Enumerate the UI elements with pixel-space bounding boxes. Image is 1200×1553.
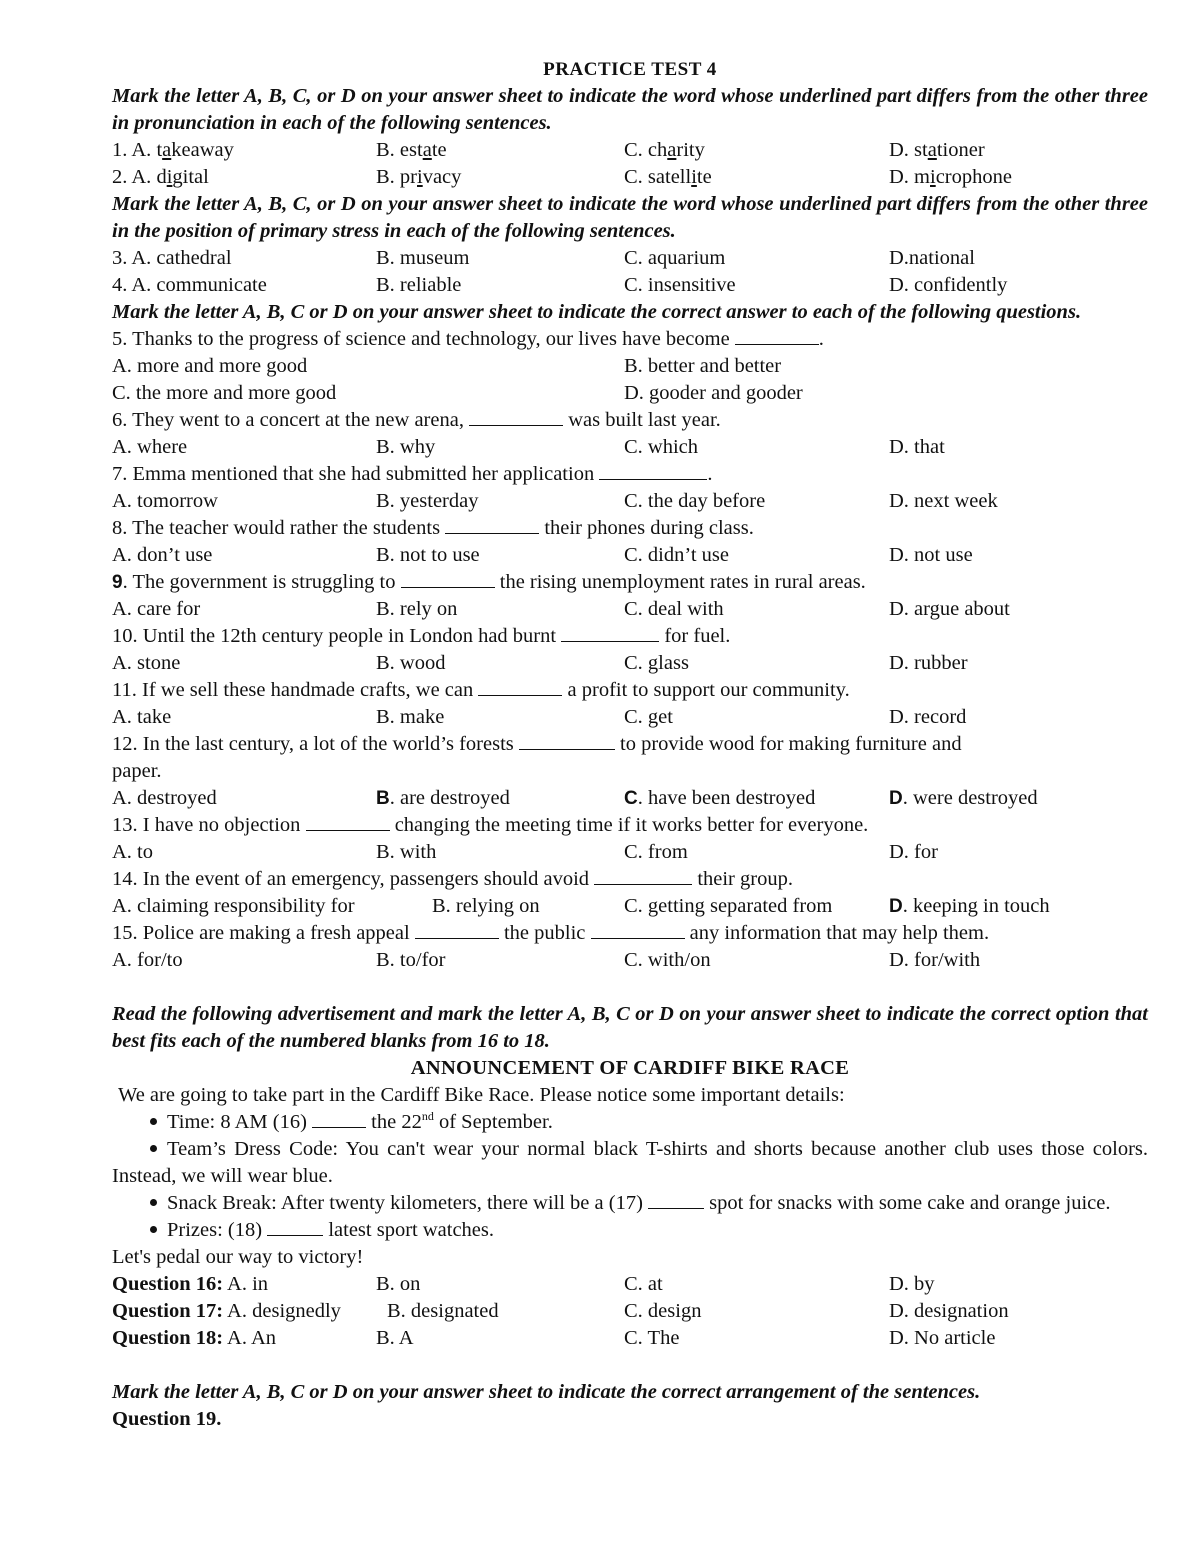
question-16	[112, 1271, 1148, 1298]
answer-blank	[648, 1190, 704, 1209]
question-9-options	[112, 596, 1148, 623]
question-5-stem: 5. Thanks to the progress of science and technology, our lives have become .	[112, 328, 824, 350]
bullet-icon	[150, 1199, 157, 1206]
q15-option-d: D. for/with	[889, 949, 981, 971]
answer-blank	[401, 569, 495, 588]
q8-option-a: A. don’t use	[112, 544, 213, 566]
q3-option-d: D.national	[889, 247, 975, 269]
answer-blank	[445, 515, 539, 534]
q6-option-a: A. where	[112, 436, 188, 458]
instruction-pronunciation: Mark the letter A, B, C, or D on your answer sheet to indicate the word whose underlined part differs from the other three in pronunciation in each of the following sentences.	[112, 85, 1148, 134]
q11-option-c: C. get	[624, 706, 673, 728]
bullet-snack-break: Snack Break: After twenty kilometers, there will be a (17) spot for snacks with some cake and orange juice.	[112, 1190, 1148, 1217]
q1-option-a: 1. A. takeaway	[112, 139, 234, 161]
q7-option-c: C. the day before	[624, 490, 766, 512]
question-11-options	[112, 704, 1148, 731]
q9-option-c: C. deal with	[624, 598, 724, 620]
question-12-stem-cont: paper.	[112, 760, 162, 782]
q14-option-d: D. keeping in touch	[889, 895, 1050, 917]
q11-option-d: D. record	[889, 706, 967, 728]
q6-option-c: C. which	[624, 436, 699, 458]
q8-option-b: B. not to use	[376, 544, 480, 566]
q12-option-d: D. were destroyed	[889, 787, 1038, 809]
q8-option-c: C. didn’t use	[624, 544, 729, 566]
announcement-title: ANNOUNCEMENT OF CARDIFF BIKE RACE	[410, 1057, 850, 1079]
q17-option-b: B. designated	[387, 1300, 499, 1322]
question-3	[112, 245, 1148, 272]
q2-option-b: B. privacy	[376, 166, 462, 188]
question-15-options	[112, 947, 1148, 974]
question-14-options	[112, 893, 1148, 920]
question-5-options-cd	[112, 380, 1148, 407]
answer-blank	[599, 461, 707, 480]
question-5-options-ab	[112, 353, 1148, 380]
q5-option-b: B. better and better	[624, 355, 782, 377]
question-12-stem: 12. In the last century, a lot of the world’s forests to provide wood for making furniture and	[112, 733, 962, 755]
question-19-heading: Question 19.	[112, 1408, 222, 1430]
spacer	[112, 974, 1148, 1001]
test-page	[112, 56, 1148, 1433]
q10-option-d: D. rubber	[889, 652, 968, 674]
question-1	[112, 137, 1148, 164]
answer-blank	[735, 326, 819, 345]
q10-option-b: B. wood	[376, 652, 446, 674]
q7-option-a: A. tomorrow	[112, 490, 218, 512]
question-6-stem: 6. They went to a concert at the new arena, was built last year.	[112, 409, 721, 431]
q18-option-a: Question 18: A. An	[112, 1327, 277, 1349]
q14-option-a: A. claiming responsibility for	[112, 895, 355, 917]
q12-option-b: B. are destroyed	[376, 787, 510, 809]
q9-option-a: A. care for	[112, 598, 201, 620]
answer-blank	[267, 1217, 323, 1236]
q5-option-a: A. more and more good	[112, 355, 308, 377]
instruction-grammar: Mark the letter A, B, C or D on your answer sheet to indicate the correct answer to each of the following questions.	[112, 301, 1082, 323]
q17-option-a: Question 17: A. designedly	[112, 1300, 341, 1322]
answer-blank	[415, 920, 499, 939]
instruction-advertisement: Read the following advertisement and mark the letter A, B, C or D on your answer sheet to indicate the correct option that best fits each of the numbered blanks from 16 to 18.	[112, 1003, 1148, 1052]
q6-option-b: B. why	[376, 436, 436, 458]
q16-option-a: Question 16: A. in	[112, 1273, 269, 1295]
q4-option-a: 4. A. communicate	[112, 274, 267, 296]
question-10-stem: 10. Until the 12th century people in London had burnt for fuel.	[112, 625, 731, 647]
question-8-options	[112, 542, 1148, 569]
q3-option-b: B. museum	[376, 247, 470, 269]
q4-option-b: B. reliable	[376, 274, 462, 296]
answer-blank	[561, 623, 659, 642]
question-17	[112, 1298, 1148, 1325]
q18-option-b: B. A	[376, 1327, 414, 1349]
bullet-prizes: Prizes: (18) latest sport watches.	[112, 1217, 1148, 1244]
bullet-icon	[150, 1145, 157, 1152]
q8-option-d: D. not use	[889, 544, 973, 566]
question-13-stem: 13. I have no objection changing the meeting time if it works better for everyone.	[112, 814, 869, 836]
q9-option-b: B. rely on	[376, 598, 458, 620]
q14-option-c: C. getting separated from	[624, 895, 833, 917]
q18-option-d: D. No article	[889, 1327, 996, 1349]
q15-option-b: B. to/for	[376, 949, 446, 971]
q17-option-d: D. designation	[889, 1300, 1009, 1322]
question-12-options	[112, 785, 1148, 812]
q12-option-a: A. destroyed	[112, 787, 217, 809]
q1-option-d: D. stationer	[889, 139, 985, 161]
q15-option-c: C. with/on	[624, 949, 711, 971]
q13-option-d: D. for	[889, 841, 938, 863]
q2-option-a: 2. A. digital	[112, 166, 209, 188]
q16-option-d: D. by	[889, 1273, 935, 1295]
q9-option-d: D. argue about	[889, 598, 1010, 620]
q16-option-c: C. at	[624, 1273, 663, 1295]
q2-option-d: D. microphone	[889, 166, 1012, 188]
q14-option-b: B. relying on	[432, 895, 540, 917]
announcement-intro: We are going to take part in the Cardiff Bike Race. Please notice some important details:	[118, 1084, 845, 1106]
question-7-stem: 7. Emma mentioned that she had submitted her application .	[112, 463, 713, 485]
q11-option-a: A. take	[112, 706, 172, 728]
instruction-stress: Mark the letter A, B, C, or D on your answer sheet to indicate the word whose underlined part differs from the other three in the position of primary stress in each of the following sentences.	[112, 193, 1148, 242]
spacer	[112, 1352, 1148, 1379]
q13-option-b: B. with	[376, 841, 437, 863]
question-8-stem: 8. The teacher would rather the students their phones during class.	[112, 517, 754, 539]
instruction-arrangement: Mark the letter A, B, C or D on your answer sheet to indicate the correct arrangement of the sentences.	[112, 1381, 981, 1403]
q1-option-c: C. charity	[624, 139, 705, 161]
answer-blank	[478, 677, 562, 696]
question-11-stem: 11. If we sell these handmade crafts, we can a profit to support our community.	[112, 679, 850, 701]
q12-option-c: C. have been destroyed	[624, 787, 816, 809]
bullet-icon	[150, 1226, 157, 1233]
question-6-options	[112, 434, 1148, 461]
q17-option-c: C. design	[624, 1300, 702, 1322]
answer-blank	[594, 866, 692, 885]
bullet-time: Time: 8 AM (16) the 22nd of September.	[112, 1109, 1148, 1136]
q13-option-c: C. from	[624, 841, 688, 863]
question-9-stem: 9. The government is struggling to the rising unemployment rates in rural areas.	[112, 571, 866, 593]
announcement-closing: Let's pedal our way to victory!	[112, 1246, 364, 1268]
bullet-icon	[150, 1118, 157, 1125]
q15-option-a: A. for/to	[112, 949, 183, 971]
answer-blank	[469, 407, 563, 426]
q18-option-c: C. The	[624, 1327, 680, 1349]
question-2	[112, 164, 1148, 191]
question-15-stem: 15. Police are making a fresh appeal the public any information that may help them.	[112, 922, 990, 944]
answer-blank	[591, 920, 685, 939]
q10-option-a: A. stone	[112, 652, 181, 674]
q4-option-d: D. confidently	[889, 274, 1008, 296]
answer-blank	[519, 731, 615, 750]
question-4	[112, 272, 1148, 299]
answer-blank	[312, 1109, 366, 1128]
q11-option-b: B. make	[376, 706, 445, 728]
page-title: PRACTICE TEST 4	[543, 59, 717, 80]
q3-option-c: C. aquarium	[624, 247, 726, 269]
question-7-options	[112, 488, 1148, 515]
answer-blank	[306, 812, 390, 831]
q5-option-c: C. the more and more good	[112, 382, 337, 404]
q7-option-d: D. next week	[889, 490, 998, 512]
q13-option-a: A. to	[112, 841, 153, 863]
q2-option-c: C. satellite	[624, 166, 712, 188]
q16-option-b: B. on	[376, 1273, 421, 1295]
question-18	[112, 1325, 1148, 1352]
q6-option-d: D. that	[889, 436, 945, 458]
bullet-dress-code: Team’s Dress Code: You can't wear your normal black T-shirts and shorts because another club uses those colors. Instead, we will wear blue.	[112, 1138, 1148, 1187]
q5-option-d: D. gooder and gooder	[624, 382, 803, 404]
question-13-options	[112, 839, 1148, 866]
q1-option-b: B. estate	[376, 139, 447, 161]
q10-option-c: C. glass	[624, 652, 689, 674]
question-10-options	[112, 650, 1148, 677]
q7-option-b: B. yesterday	[376, 490, 479, 512]
question-14-stem: 14. In the event of an emergency, passengers should avoid their group.	[112, 868, 793, 890]
q4-option-c: C. insensitive	[624, 274, 736, 296]
q3-option-a: 3. A. cathedral	[112, 247, 232, 269]
